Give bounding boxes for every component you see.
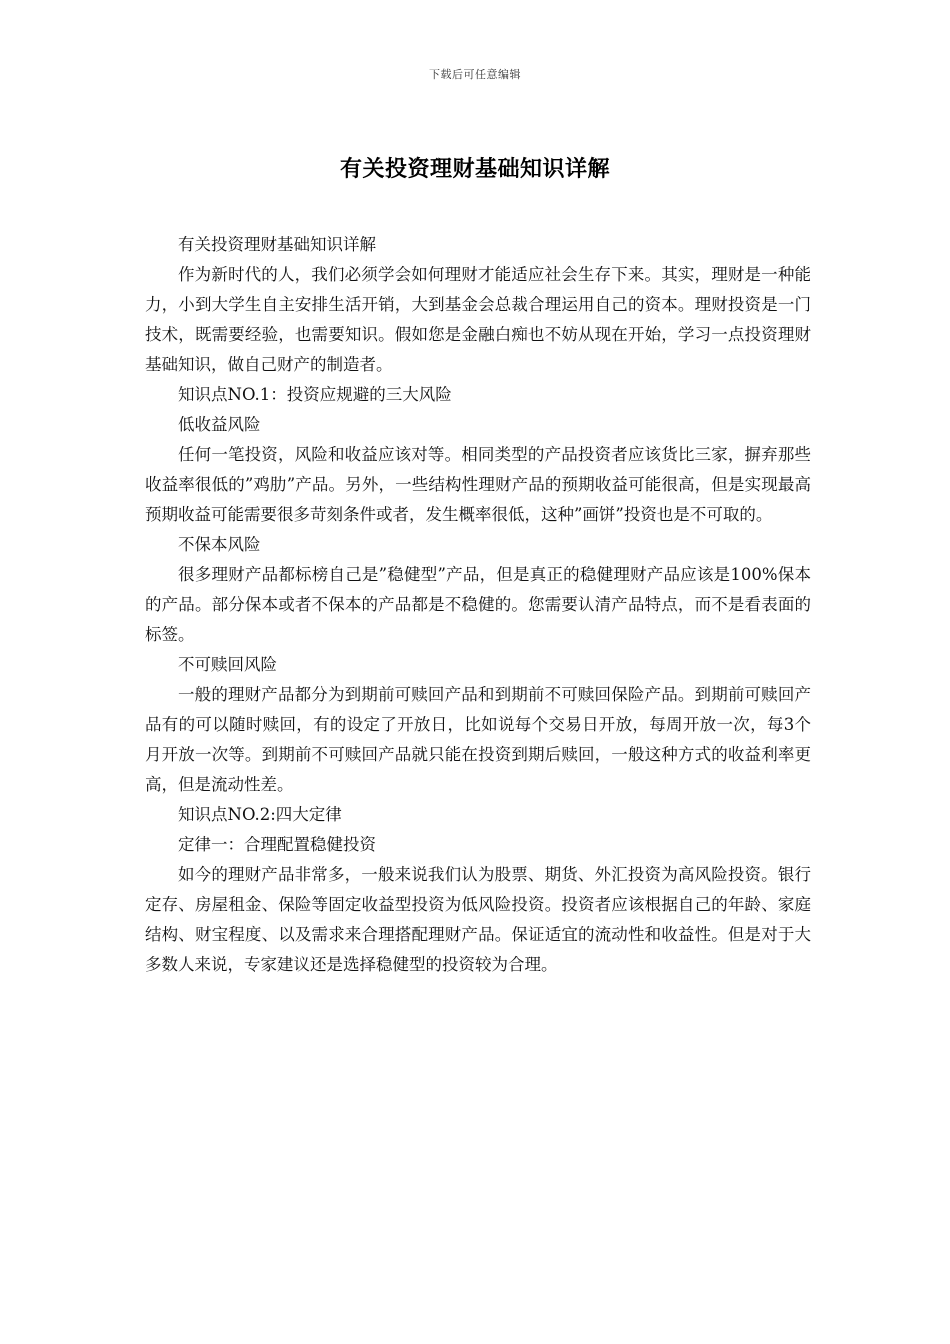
paragraph: 如今的理财产品非常多，一般来说我们认为股票、期货、外汇投资为高风险投资。银行定存、房屋租金、保险等固定收益型投资为低风险投资。投资者应该根据自己的年龄、家庭结构、财宝程度、以及需求来合理搭配理财产品。保证适宜的流动性和收益性。但是对于大多数人来说，专家建议还是选择稳健型的投资较为合理。 [145,865,811,974]
header-note: 下载后可任意编辑 [429,68,521,81]
paragraph-intro: 作为新时代的人，我们必须学会如何理财才能适应社会生存下来。其实，理财是一种能力，小到大学生自主安排生活开销，大到基金会总裁合理运用自己的资本。理财投资是一门技术，既需要经验，也需要知识。假如您是金融白痴也不妨从现在开始，学习一点投资理财基础知识，做自己财产的制造者。 [145,265,811,374]
subsection-heading: 低收益风险 [178,415,261,434]
paragraph: 很多理财产品都标榜自己是”稳健型”产品，但是真正的稳健理财产品应该是100%保本的产品。部分保本或者不保本的产品都是不稳健的。您需要认清产品特点，而不是看表面的标签。 [145,565,811,644]
subsection-heading: 不可赎回风险 [178,655,277,674]
document-title: 有关投资理财基础知识详解 [339,156,610,182]
subsection-heading: 定律一：合理配置稳健投资 [178,835,376,854]
paragraph-subtitle: 有关投资理财基础知识详解 [178,235,376,254]
paragraph: 任何一笔投资，风险和收益应该对等。相同类型的产品投资者应该货比三家，摒弃那些收益率很低的”鸡肋”产品。另外，一些结构性理财产品的预期收益可能很高，但是实现最高预期收益可能需要很多苛刻条件或者，发生概率很低，这种”画饼”投资也是不可取的。 [145,445,811,524]
paragraph: 一般的理财产品都分为到期前可赎回产品和到期前不可赎回保险产品。到期前可赎回产品有的可以随时赎回，有的设定了开放日，比如说每个交易日开放，每周开放一次，每3个月开放一次等。到期前不可赎回产品就只能在投资到期后赎回，一般这种方式的收益利率更高，但是流动性差。 [145,685,811,794]
subsection-heading: 不保本风险 [178,535,261,554]
document-body [145,230,811,980]
section-heading: 知识点NO.2:四大定律 [178,805,342,824]
section-heading: 知识点NO.1：投资应规避的三大风险 [178,385,452,404]
